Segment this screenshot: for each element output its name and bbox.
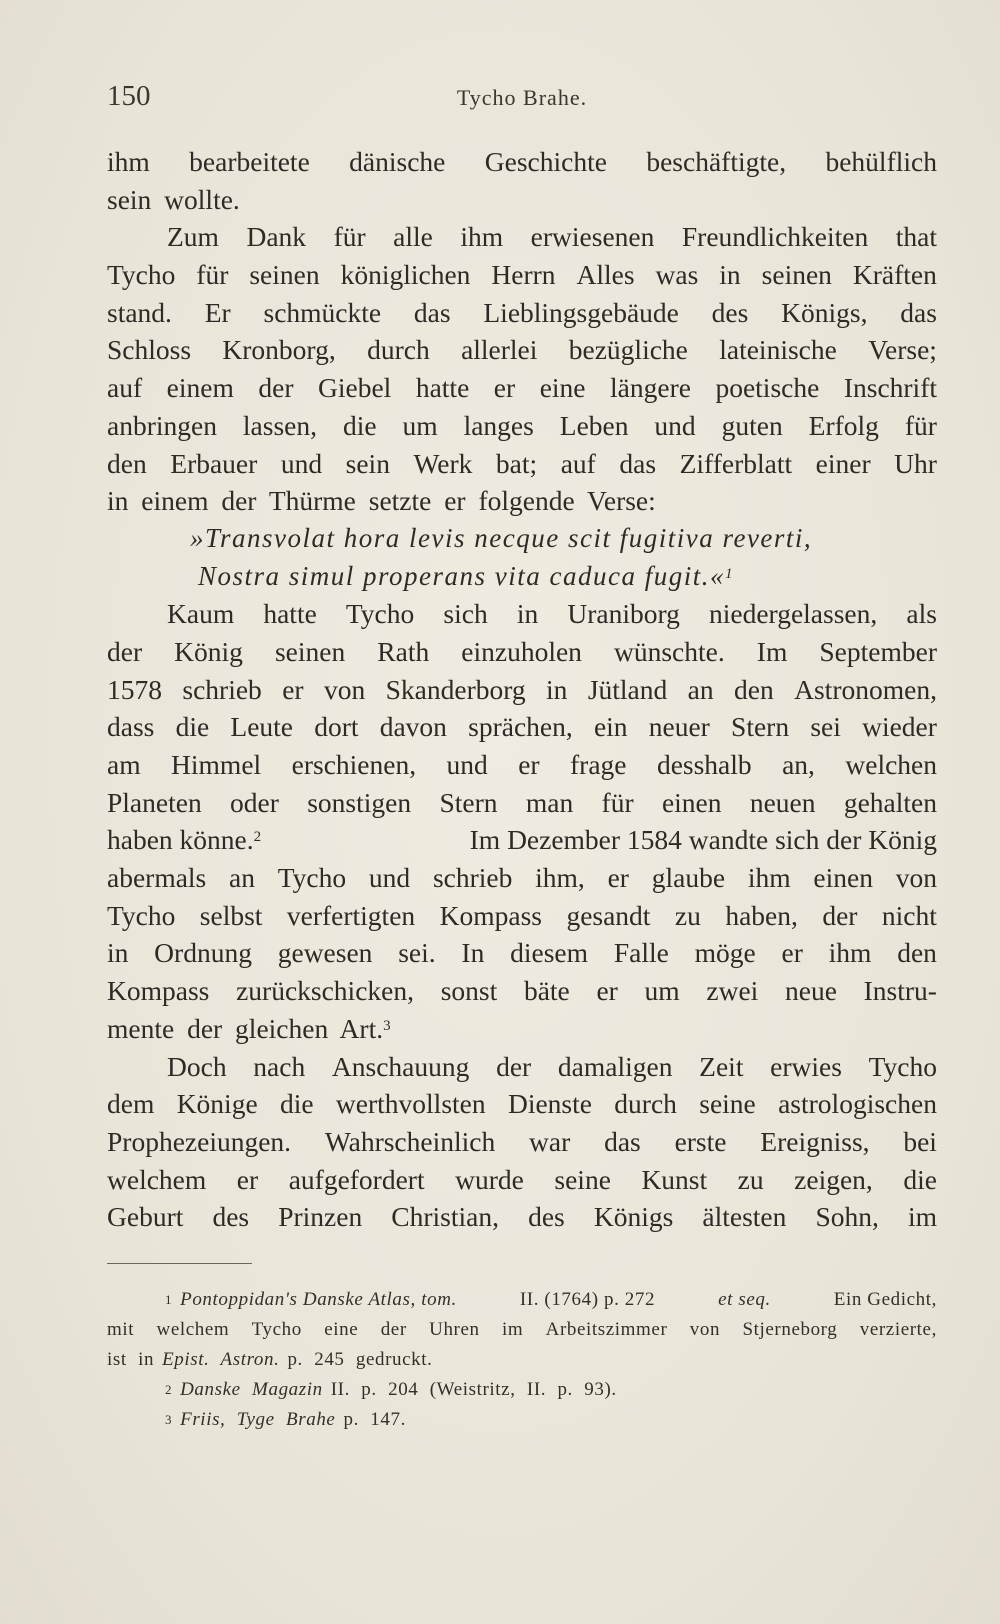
text-line: Zum Dank für alle ihm erwiesenen Freundlichkeiten that: [167, 221, 937, 253]
footnote-number: 1: [165, 1292, 173, 1307]
footnote-segment: p. 147.: [343, 1409, 406, 1430]
footnote-ref: 1: [725, 565, 734, 582]
body-text: [107, 143, 937, 1236]
footnote-segment: ist in: [107, 1349, 155, 1370]
text-line: welchem er aufgefordert wurde seine Kunst zu zeigen, die: [107, 1163, 937, 1195]
text-line: in einem der Thürme setzte er folgende Verse:: [107, 485, 656, 517]
footnote-segment: II. (1764) p. 272: [519, 1289, 656, 1310]
footnote-1-line: [107, 1345, 937, 1375]
text-line: Tycho selbst verfertigten Kompass gesandt zu haben, der nicht: [107, 899, 937, 931]
text-line: Doch nach Anschauung der damaligen Zeit erwies Tycho: [167, 1050, 937, 1082]
text-line: Tycho für seinen königlichen Herrn Alles was in seinen Kräften: [107, 259, 937, 291]
text-line: abermals an Tycho und schrieb ihm, er glaube ihm einen von: [107, 862, 937, 894]
text-line: stand. Er schmückte das Lieblingsgebäude des Königs, das: [107, 296, 937, 328]
text-line: sein wollte.: [107, 183, 240, 215]
text-segment: haben könne.: [107, 824, 254, 856]
footnote-1-line: mit welchem Tycho eine der Uhren im Arbeitszimmer von Stjerneborg verzierte,: [107, 1319, 937, 1340]
citation-title: Danske Magazin: [180, 1379, 323, 1400]
verse-text: Nostra simul properans vita caduca fugit.«: [198, 560, 725, 591]
text-segment: [107, 821, 261, 859]
text-line: am Himmel erschienen, und er frage desshalb an, welchen: [107, 749, 937, 780]
text-line: der König seinen Rath einzuholen wünschte. Im September: [107, 635, 937, 667]
footnote-ref: 2: [253, 829, 262, 846]
text-line: ihm bearbeitete dänische Geschichte beschäftigte, behülflich: [107, 146, 937, 177]
footnote-1-line: [107, 1285, 937, 1315]
page-header: [107, 80, 937, 120]
footnote-segment: II. p. 204 (Weistritz, II. p. 93).: [330, 1379, 617, 1400]
text-line: dass die Leute dort davon sprächen, ein neuer Stern sei wieder: [107, 711, 937, 743]
text-line: Geburt des Prinzen Christian, des Königs ältesten Sohn, im: [107, 1201, 937, 1233]
footnote-segment: Ein Gedicht,: [833, 1289, 937, 1310]
footnote-divider: [107, 1263, 252, 1264]
citation-title: Pontoppidan's Danske Atlas, tom.: [180, 1289, 457, 1310]
footnote-3-line: [107, 1405, 937, 1435]
text-line: Planeten oder sonstigen Stern man für einen neuen gehalten: [107, 786, 937, 818]
footnote-ref: 3: [383, 1017, 391, 1034]
footnote-segment: p. 245 gedruckt.: [287, 1349, 433, 1370]
footnote-number: 3: [165, 1412, 173, 1427]
verse-line: »Transvolat hora levis necque scit fugitiva reverti,: [190, 522, 813, 553]
footnote-segment: et seq.: [718, 1289, 771, 1310]
text-line: in Ordnung gewesen sei. In diesem Falle möge er ihm den: [107, 937, 937, 969]
footnote-number: 2: [165, 1382, 173, 1397]
text-line: Schloss Kronborg, durch allerlei bezügliche lateinische Verse;: [107, 334, 937, 366]
citation-title: Epist. Astron.: [162, 1349, 280, 1370]
text-line: Prophezeiungen. Wahrscheinlich war das erste Ereigniss, bei: [107, 1125, 937, 1157]
text-line: den Erbauer und sein Werk bat; auf das Zifferblatt einer Uhr: [107, 447, 937, 479]
text-line: 1578 schrieb er von Skanderborg in Jütland an den Astronomen,: [107, 673, 937, 705]
text-line: [107, 821, 937, 859]
text-line: anbringen lassen, die um langes Leben und guten Erfolg für: [107, 409, 937, 441]
text-line: dem Könige die werthvollsten Dienste durch seine astrologischen: [107, 1088, 937, 1120]
text-line: Kompass zurückschicken, sonst bäte er um zwei neue Instru-: [107, 975, 937, 1007]
footnote-2-line: [107, 1375, 937, 1405]
text-line: Kaum hatte Tycho sich in Uraniborg niedergelassen, als: [167, 598, 937, 630]
footnotes: [107, 1285, 937, 1435]
text-segment: mente der gleichen Art.: [107, 1012, 384, 1044]
citation-title: Friis, Tyge Brahe: [180, 1409, 336, 1430]
page-number: 150: [107, 80, 151, 112]
text-line: [107, 1010, 937, 1048]
text-segment: Im Dezember 1584 wandte sich der König: [469, 824, 937, 856]
text-line: auf einem der Giebel hatte er eine längere poetische Inschrift: [107, 372, 937, 404]
verse-line: [107, 558, 937, 596]
running-head: Tycho Brahe.: [456, 85, 588, 110]
footnote-segment: [165, 1285, 457, 1315]
